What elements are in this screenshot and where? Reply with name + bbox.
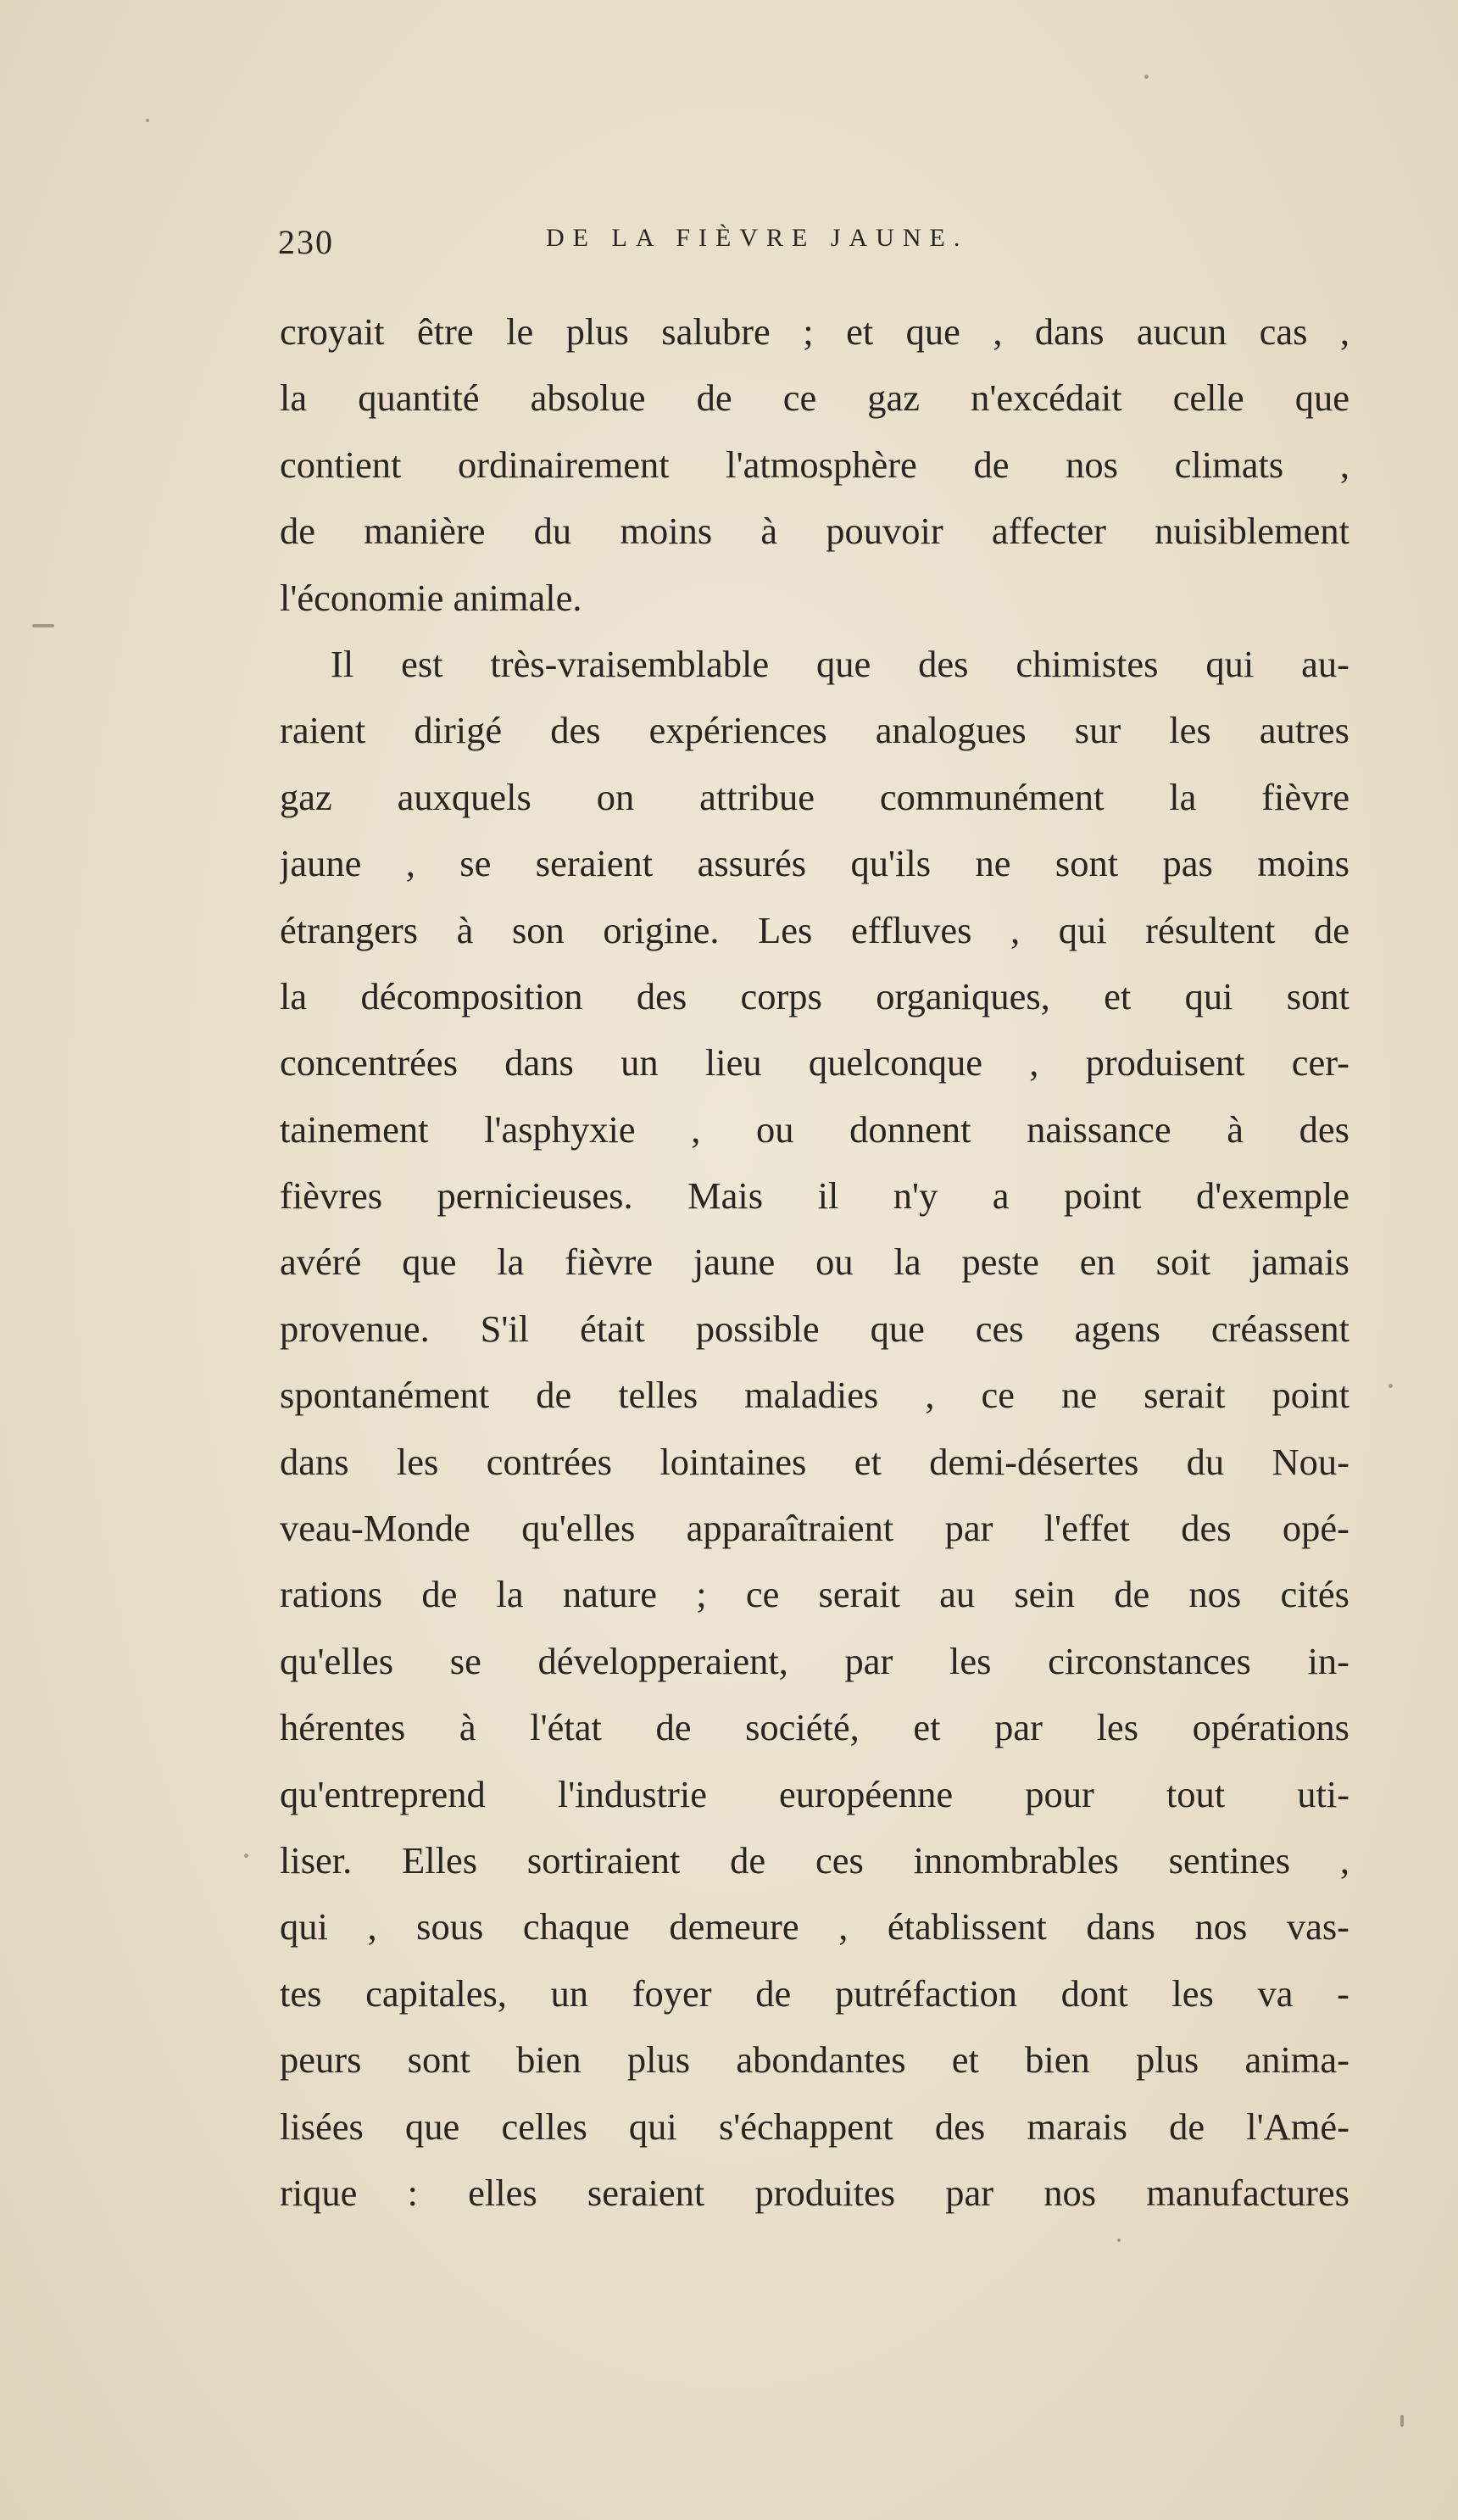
text-line: concentrées dans un lieu quelconque , produisent cer- [280, 1041, 1349, 1084]
text-line: rations de la nature ; ce serait au sein de nos cités [280, 1573, 1349, 1616]
text-line: l'économie animale. [280, 576, 582, 619]
text-line: qui , sous chaque demeure , établissent dans nos vas- [280, 1905, 1349, 1949]
paper-speck [146, 119, 149, 122]
text-line: raient dirigé des expériences analogues sur les autres [280, 709, 1349, 752]
text-line: de manière du moins à pouvoir affecter nuisiblement [280, 510, 1349, 553]
paper-speck [32, 624, 54, 627]
text-line: hérentes à l'état de société, et par les opérations [280, 1706, 1349, 1749]
text-line: gaz auxquels on attribue communément la fièvre [280, 775, 1349, 818]
paper-speck [1117, 2238, 1121, 2242]
paper-speck [1388, 1384, 1393, 1388]
text-line: tainement l'asphyxie , ou donnent naissance à des [280, 1107, 1349, 1151]
text-line: contient ordinairement l'atmosphère de nos climats , [280, 443, 1349, 486]
text-line: dans les contrées lointaines et demi-désertes du Nou- [280, 1440, 1349, 1483]
paper-speck [1400, 2415, 1404, 2427]
text-line: lisées que celles qui s'échappent des marais de l'Amé- [280, 2105, 1349, 2148]
running-head-title: DE LA FIÈVRE JAUNE. [546, 224, 969, 252]
text-line: qu'elles se développeraient, par les circonstances in- [280, 1639, 1349, 1682]
body-text [280, 298, 1349, 2226]
text-line: tes capitales, un foyer de putréfaction dont les va - [280, 1971, 1349, 2015]
paper-speck [1144, 75, 1149, 79]
text-line: peurs sont bien plus abondantes et bien plus anima- [280, 2038, 1349, 2082]
text-line: spontanément de telles maladies , ce ne serait point [280, 1374, 1349, 1417]
text-line: jaune , se seraient assurés qu'ils ne sont pas moins [280, 842, 1349, 885]
page-number: 230 [278, 223, 334, 261]
text-line: Il est très-vraisemblable que des chimistes qui au- [331, 642, 1349, 685]
paper-speck [244, 1854, 248, 1858]
text-line: rique : elles seraient produites par nos manufactures [280, 2171, 1349, 2214]
text-line: étrangers à son origine. Les effluves , qui résultent de [280, 908, 1349, 951]
running-head [278, 222, 1348, 273]
text-line: veau-Monde qu'elles apparaîtraient par l'effet des opé- [280, 1507, 1349, 1550]
text-line: la décomposition des corps organiques, et qui sont [280, 974, 1349, 1017]
text-line: fièvres pernicieuses. Mais il n'y a point d'exemple [280, 1174, 1349, 1218]
text-line: croyait être le plus salubre ; et que , dans aucun cas , [280, 310, 1349, 353]
text-line: la quantité absolue de ce gaz n'excédait celle que [280, 376, 1349, 420]
text-line: avéré que la fièvre jaune ou la peste en soit jamais [280, 1240, 1349, 1284]
text-line: provenue. S'il était possible que ces agens créassent [280, 1307, 1349, 1350]
text-line: liser. Elles sortiraient de ces innombrables sentines , [280, 1838, 1349, 1882]
text-line: qu'entreprend l'industrie européenne pour tout uti- [280, 1772, 1349, 1815]
